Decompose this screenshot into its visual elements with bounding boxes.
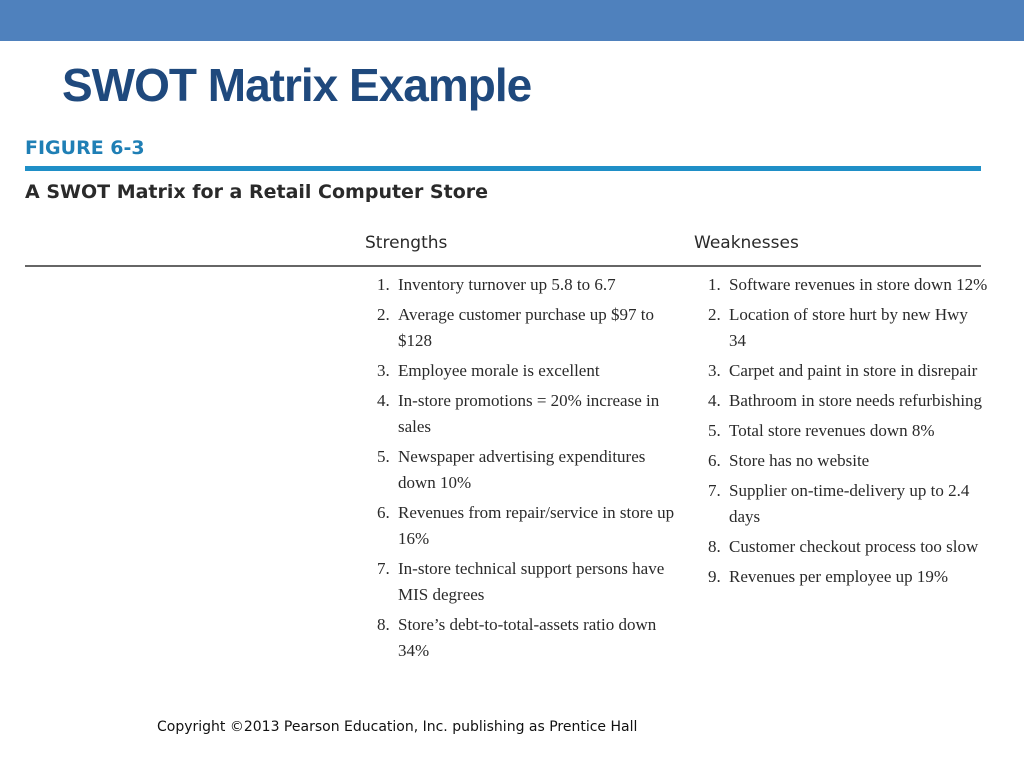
weaknesses-header: Weaknesses <box>694 233 799 253</box>
item-text: Revenues per employee up 19% <box>729 567 949 586</box>
item-text: Carpet and paint in store in disrepair <box>729 361 978 380</box>
list-item <box>708 272 988 298</box>
item-text: Total store revenues down 8% <box>729 421 935 440</box>
list-item <box>708 448 988 474</box>
item-text: Inventory turnover up 5.8 to 6.7 <box>398 275 616 294</box>
item-number: 6. <box>377 503 390 522</box>
copyright-notice: Copyright ©2013 Pearson Education, Inc. publishing as Prentice Hall <box>157 719 638 735</box>
item-text: Store’s debt-to-total-assets ratio down 34% <box>398 615 657 660</box>
item-number: 4. <box>708 391 721 410</box>
item-number: 8. <box>708 537 721 556</box>
list-item <box>708 534 988 560</box>
list-item <box>377 556 677 608</box>
list-item <box>708 564 988 590</box>
item-number: 3. <box>708 361 721 380</box>
list-item <box>708 418 988 444</box>
item-text: Revenues from repair/service in store up 16% <box>398 503 675 548</box>
figure-caption: A SWOT Matrix for a Retail Computer Store <box>25 181 489 203</box>
list-item <box>377 302 677 354</box>
list-item <box>708 358 988 384</box>
item-number: 7. <box>708 481 721 500</box>
item-text: Location of store hurt by new Hwy 34 <box>729 305 968 350</box>
item-text: In-store promotions = 20% increase in sales <box>398 391 660 436</box>
slide-title: SWOT Matrix Example <box>62 59 532 111</box>
list-item <box>377 272 677 298</box>
list-item <box>377 500 677 552</box>
item-text: Customer checkout process too slow <box>729 537 979 556</box>
list-item <box>377 444 677 496</box>
list-item <box>377 388 677 440</box>
item-text: Average customer purchase up $97 to $128 <box>398 305 655 350</box>
item-number: 4. <box>377 391 390 410</box>
item-number: 1. <box>708 275 721 294</box>
item-text: In-store technical support persons have MIS degrees <box>398 559 665 604</box>
strengths-header: Strengths <box>365 233 448 253</box>
figure-label: FIGURE 6-3 <box>25 137 145 159</box>
item-text: Bathroom in store needs refurbishing <box>729 391 983 410</box>
item-number: 2. <box>377 305 390 324</box>
item-number: 5. <box>377 447 390 466</box>
item-text: Newspaper advertising expenditures down 10% <box>398 447 646 492</box>
item-number: 2. <box>708 305 721 324</box>
item-number: 5. <box>708 421 721 440</box>
item-number: 8. <box>377 615 390 634</box>
item-text: Employee morale is excellent <box>398 361 600 380</box>
list-item <box>708 478 988 530</box>
item-text: Supplier on-time-delivery up to 2.4 days <box>729 481 970 526</box>
list-item <box>708 302 988 354</box>
item-number: 3. <box>377 361 390 380</box>
list-item <box>377 612 677 664</box>
item-text: Software revenues in store down 12% <box>729 275 988 294</box>
item-number: 6. <box>708 451 721 470</box>
list-item <box>377 358 677 384</box>
item-number: 1. <box>377 275 390 294</box>
figure-rule <box>25 166 981 171</box>
list-item <box>708 388 988 414</box>
item-text: Store has no website <box>729 451 870 470</box>
strengths-list <box>377 272 677 668</box>
top-accent-bar <box>0 0 1024 41</box>
item-number: 7. <box>377 559 390 578</box>
header-rule <box>25 265 981 267</box>
weaknesses-list <box>708 272 988 594</box>
item-number: 9. <box>708 567 721 586</box>
